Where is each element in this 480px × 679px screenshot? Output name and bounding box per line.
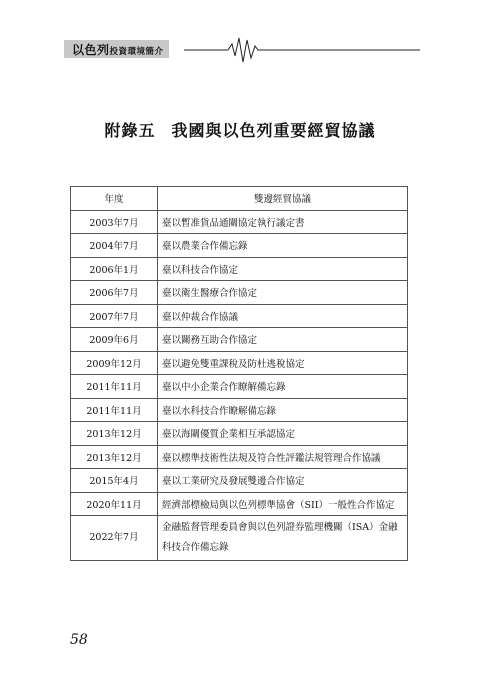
table-row	[71, 234, 408, 258]
table-row	[71, 304, 408, 328]
row-year: 2006年1月	[71, 257, 158, 281]
agreement-column-header: 雙邊經貿協議	[158, 187, 408, 211]
row-year: 2006年7月	[71, 281, 158, 305]
running-header	[64, 34, 420, 68]
row-year: 2011年11月	[71, 398, 158, 422]
row-agreement: 臺以暫准貨品通關協定執行議定書	[158, 210, 408, 234]
row-year: 2004年7月	[71, 234, 158, 258]
appendix-title: 我國與以色列重要經貿協議	[171, 121, 376, 140]
table-row	[71, 445, 408, 469]
row-year: 2007年7月	[71, 304, 158, 328]
page-number: 58	[70, 632, 88, 648]
table-row	[71, 257, 408, 281]
row-year: 2011年11月	[71, 375, 158, 399]
header-badge	[64, 40, 169, 58]
table-row	[71, 469, 408, 493]
page-title	[0, 118, 480, 141]
row-agreement: 臺以海關優質企業相互承認協定	[158, 422, 408, 446]
header-main-title: 以色列	[72, 43, 110, 57]
table-row	[71, 210, 408, 234]
row-agreement: 臺以科技合作協定	[158, 257, 408, 281]
row-year: 2003年7月	[71, 210, 158, 234]
table-row	[71, 422, 408, 446]
row-agreement: 臺以仲裁合作協議	[158, 304, 408, 328]
row-agreement: 臺以中小企業合作瞭解備忘錄	[158, 375, 408, 399]
row-agreement: 臺以避免雙重課稅及防杜逃稅協定	[158, 351, 408, 375]
row-year: 2009年6月	[71, 328, 158, 352]
table-header-row	[71, 187, 408, 211]
row-agreement: 臺以農業合作備忘錄	[158, 234, 408, 258]
heartbeat-line-icon	[184, 34, 420, 68]
row-agreement: 臺以水科技合作瞭解備忘錄	[158, 398, 408, 422]
header-subtitle: 投資環境簡介	[109, 47, 164, 57]
row-agreement: 臺以標準技術性法規及符合性評鑑法規管理合作協議	[158, 445, 408, 469]
table-row	[71, 328, 408, 352]
row-agreement: 金融監督管理委員會與以色列證券監理機關（ISA）金融科技合作備忘錄	[158, 516, 408, 561]
row-year: 2022年7月	[71, 516, 158, 561]
agreements-table	[70, 186, 408, 561]
table-row	[71, 492, 408, 516]
row-agreement: 臺以工業研究及發展雙邊合作協定	[158, 469, 408, 493]
table-row	[71, 281, 408, 305]
row-agreement: 臺以衛生醫療合作協定	[158, 281, 408, 305]
row-year: 2009年12月	[71, 351, 158, 375]
appendix-label: 附錄五	[104, 121, 156, 140]
row-year: 2013年12月	[71, 422, 158, 446]
table-row	[71, 516, 408, 561]
table-row	[71, 375, 408, 399]
row-year: 2020年11月	[71, 492, 158, 516]
table-body	[71, 210, 408, 561]
table-row	[71, 351, 408, 375]
row-agreement: 臺以關務互助合作協定	[158, 328, 408, 352]
year-column-header: 年度	[71, 187, 158, 211]
table-row	[71, 398, 408, 422]
row-year: 2015年4月	[71, 469, 158, 493]
row-year: 2013年12月	[71, 445, 158, 469]
row-agreement: 經濟部標檢局與以色列標準協會（SII）一般性合作協定	[158, 492, 408, 516]
